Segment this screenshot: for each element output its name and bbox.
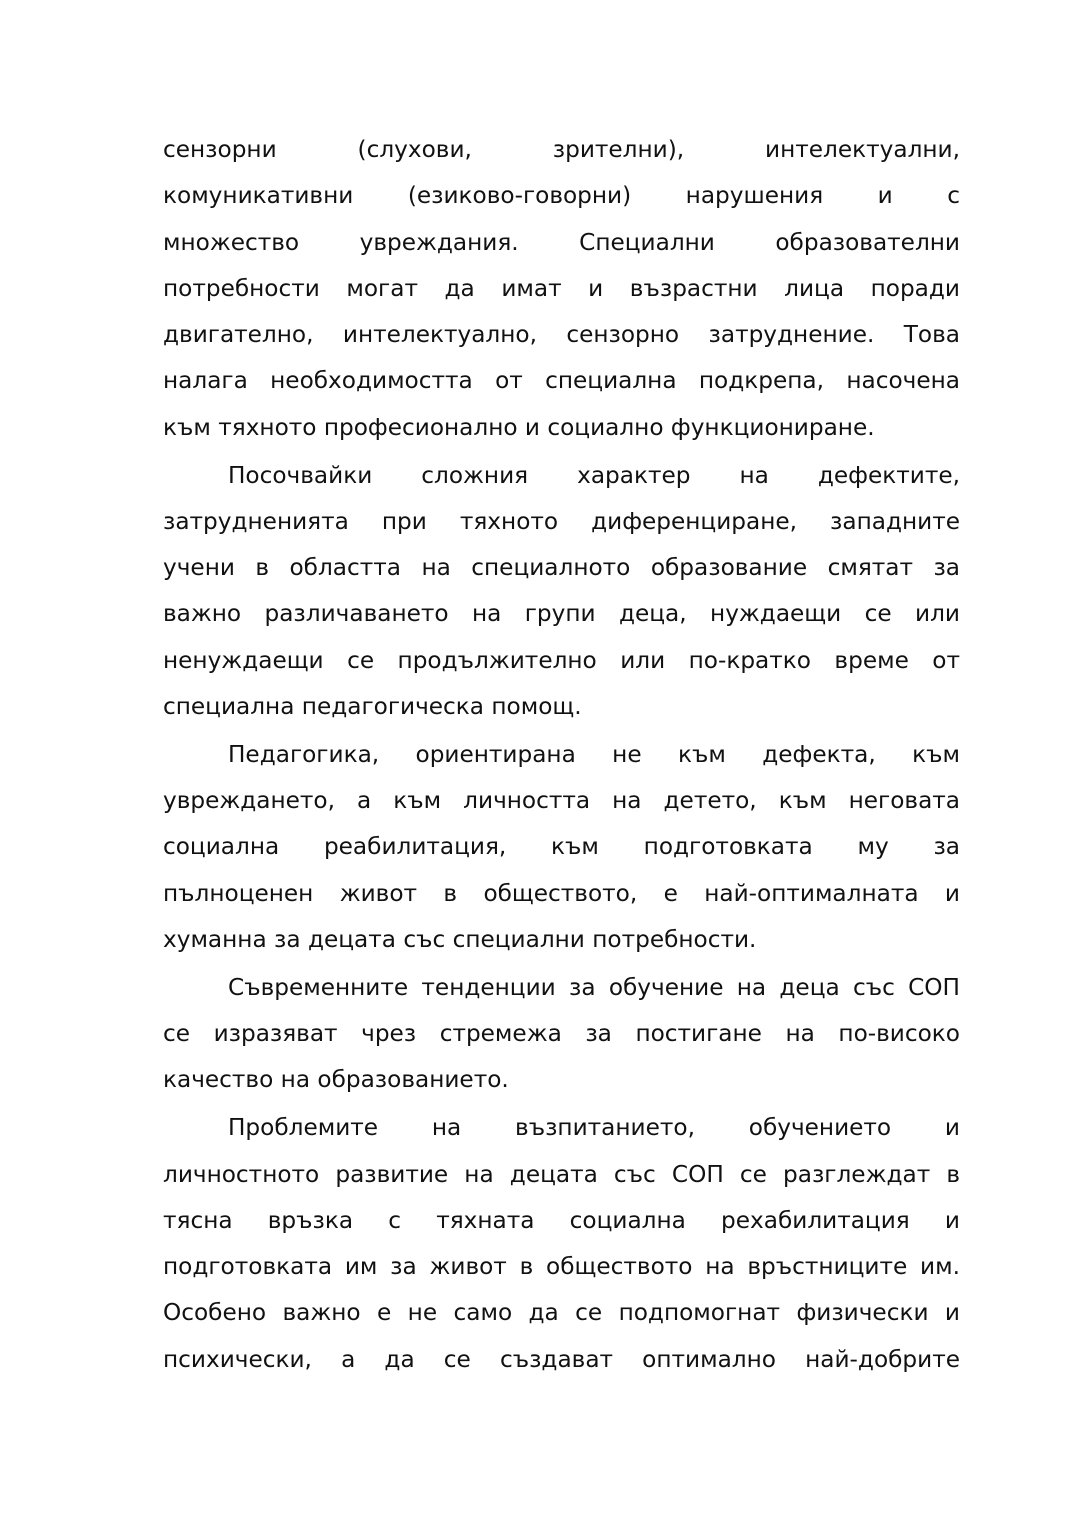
text-line: Особено важно е не само да се подпомогнат физически и: [163, 1299, 960, 1327]
text-line: към тяхното професионално и социално функциониране.: [163, 413, 875, 441]
text-line: ненуждаещи се продължително или по-кратко време от: [163, 646, 960, 674]
text-line: подготовката им за живот в обществото на връстниците им.: [163, 1253, 960, 1281]
paragraph: [163, 732, 960, 963]
text-line: сензорни (слухови, зрителни), интелектуални,: [163, 136, 960, 163]
text-line: качество на образованието.: [163, 1066, 509, 1094]
text-line: пълноценен живот в обществото, е най-оптималната и: [163, 879, 960, 907]
text-line: двигателно, интелектуално, сензорно затруднение. Това: [163, 321, 960, 349]
text-line: социална реабилитация, към подготовката му за: [163, 833, 960, 861]
text-line: потребности могат да имат и възрастни лица поради: [163, 274, 960, 302]
text-line: психически, а да се създават оптимално най-добрите: [163, 1345, 960, 1373]
text-line: затрудненията при тяхното диференциране, западните: [163, 507, 960, 535]
text-line: Проблемите на възпитанието, обучението и: [228, 1114, 960, 1142]
text-line: хуманна за децата със специални потребности.: [163, 926, 757, 954]
text-line: Посочвайки сложния характер на дефектите,: [228, 461, 960, 489]
text-line: налага необходимостта от специална подкрепа, насочена: [163, 367, 960, 395]
paragraph: [163, 453, 960, 731]
text-line: комуникативни (езиково-говорни) нарушения и с: [163, 182, 960, 210]
text-line: Съвременните тенденции за обучение на деца със СОП: [228, 973, 960, 1001]
paragraph: [163, 1105, 960, 1383]
text-line: множество увреждания. Специални образователни: [163, 228, 960, 256]
document-page: [163, 127, 960, 1383]
text-line: Педагогика, ориентирана не към дефекта, към: [228, 740, 960, 768]
text-line: личностното развитие на децата със СОП се разглеждат в: [163, 1160, 960, 1188]
text-line: важно различаването на групи деца, нуждаещи се или: [163, 600, 960, 628]
text-line: се изразяват чрез стремежа за постигане на по-високо: [163, 1020, 960, 1048]
text-line: тясна връзка с тяхната социална рехабилитация и: [163, 1206, 960, 1234]
text-line: увреждането, а към личността на детето, към неговата: [163, 787, 960, 815]
paragraph: [163, 965, 960, 1104]
paragraph: [163, 127, 960, 451]
text-line: специална педагогическа помощ.: [163, 693, 582, 721]
text-line: учени в областта на специалното образование смятат за: [163, 554, 960, 582]
